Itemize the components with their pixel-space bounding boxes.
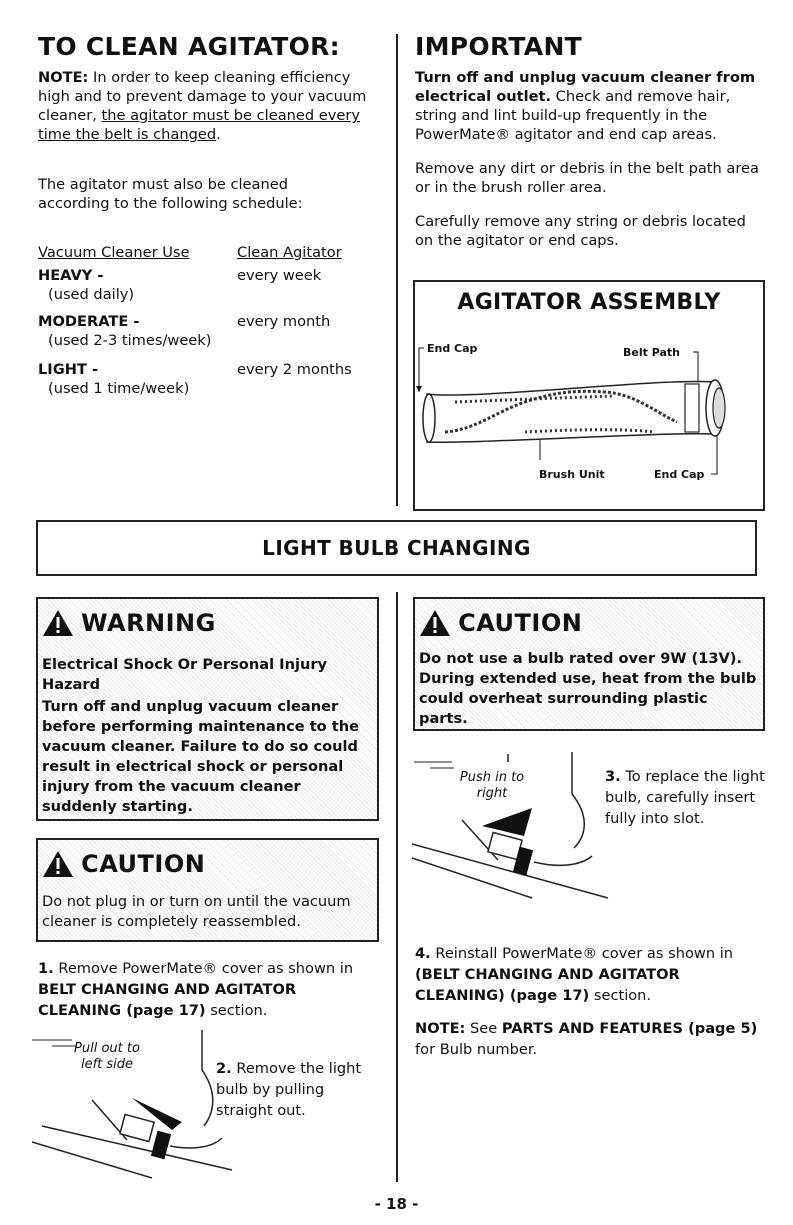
caution-box-plug [36,838,379,942]
caution1-text: Do not plug in or turn on until the vacuum cleaner is completely reassembled. [42,893,351,930]
important-title: IMPORTANT [415,32,583,61]
light-bulb-title: LIGHT BULB CHANGING [262,536,531,560]
use-heavy: HEAVY - [38,267,104,284]
step-3-num: 3. [605,768,621,785]
step-2-num: 2. [216,1060,232,1077]
important-p1-rest: Check and remove hair, string and lint build-up frequently in the PowerMate® agitator and end cap areas. [415,88,731,143]
schedule-intro: The agitator must also be cleaned according to the following schedule: [38,176,303,212]
note-end: . [216,126,221,143]
use-moderate: MODERATE - [38,313,140,330]
note-text: In order to keep cleaning efficiency high and to prevent damage to your vacuum cleaner, [38,69,367,124]
step-3-caption: Push in to right [459,770,525,801]
step-4-end: section. [589,987,652,1004]
note-label: NOTE: [38,69,89,86]
warning-box [36,597,379,821]
step-2-text: Remove the light bulb by pulling straight out. [216,1060,362,1119]
use-light-sub: (used 1 time/week) [48,380,190,397]
warning-title: WARNING [81,609,216,637]
step-4-text: Reinstall PowerMate® cover as shown in [430,945,734,962]
schedule-table [38,243,388,398]
note-underlined: the agitator must be cleaned every time the belt is changed [38,107,360,143]
schedule-row-light [38,360,388,398]
col-header-frequency: Clean Agitator [237,244,342,261]
page-number: - 18 - [374,1195,419,1213]
col-header-use: Vacuum Cleaner Use [38,244,190,261]
step-2-caption: Pull out to left side [74,1041,140,1072]
important-p2: Remove any dirt or debris in the belt path area or in the brush roller area. [415,160,759,196]
schedule-row-moderate [38,312,388,350]
clean-note [38,68,383,144]
parts-note-text: See [465,1020,502,1037]
important-p3: Carefully remove any string or debris located on the agitator or end caps. [415,213,746,249]
parts-note-bold: PARTS AND FEATURES (page 5) [501,1020,758,1037]
warning-line2: Turn off and unplug vacuum cleaner before performing maintenance to the vacuum cleaner. Failure to do so could result in electrical shock or personal injury from the vacuum cleaner suddenly starting. [42,698,360,815]
use-heavy-sub: (used daily) [48,286,135,303]
step-3 [605,766,765,829]
use-moderate-sub: (used 2-3 times/week) [48,332,212,349]
caution-triangle-icon [42,850,74,878]
caution2-header [419,609,582,637]
clean-agitator-title: TO CLEAN AGITATOR: [38,32,340,61]
important-p1 [415,68,770,144]
caution-triangle-icon [419,609,451,637]
step-4-bold: (BELT CHANGING AND AGITATOR CLEANING) (page 17) [415,966,680,1004]
freq-heavy: every week [237,267,322,284]
step-1-end: section. [205,1002,268,1019]
agitator-assembly-box [413,280,765,511]
step-1 [38,958,373,1021]
step-1-bold: BELT CHANGING AND AGITATOR CLEANING (page 17) [38,981,297,1019]
label-belt-path: Belt Path [623,346,680,359]
step-4-num: 4. [415,945,431,962]
warning-line1: Electrical Shock Or Personal Injury Hazard [42,656,328,693]
freq-moderate: every month [237,313,331,330]
step-2 [216,1058,376,1121]
agitator-assembly-title: AGITATOR ASSEMBLY [457,290,721,315]
label-end-cap-left: End Cap [427,342,478,355]
parts-note-label: NOTE: [415,1020,466,1037]
caution1-title: CAUTION [81,850,206,878]
parts-note-end: for Bulb number. [415,1041,538,1058]
use-light: LIGHT - [38,361,99,378]
step-3-text: To replace the light bulb, carefully insert fully into slot. [605,768,765,827]
label-brush-unit: Brush Unit [539,468,605,481]
column-divider-top [396,34,398,506]
step-4 [415,943,770,1006]
caution-box-bulb [413,597,765,731]
caution2-text: Do not use a bulb rated over 9W (13V). During extended use, heat from the bulb could overheat surrounding plastic parts. [419,650,757,727]
agitator-illustration [415,282,763,509]
schedule-row-heavy [38,266,388,304]
step-1-num: 1. [38,960,54,977]
important-p1-bold: Turn off and unplug vacuum cleaner from electrical outlet. [415,69,756,105]
parts-note [415,1018,770,1060]
light-bulb-section-header [36,520,757,576]
caution1-header [42,850,205,878]
warning-header [42,609,216,637]
freq-light: every 2 months [237,361,352,378]
caution2-title: CAUTION [458,609,583,637]
column-divider-bottom [396,592,398,1182]
label-end-cap-right: End Cap [654,468,705,481]
step-1-text: Remove PowerMate® cover as shown in [53,960,354,977]
warning-triangle-icon [42,609,74,637]
